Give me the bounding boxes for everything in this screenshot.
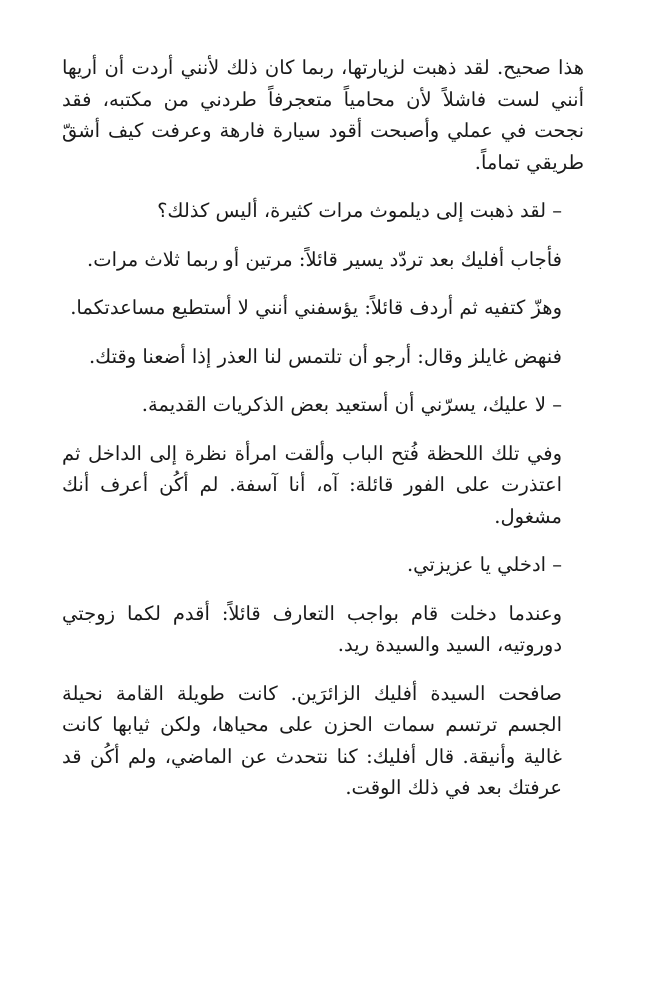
paragraph-6: وعندما دخلت قام بواجب التعارف قائلاً: أقدم لكما زوجتي دوروتيه، السيد والسيدة ريد. — [62, 601, 562, 656]
dialogue-line-3: – ادخلي يا عزيزتي. — [406, 553, 562, 576]
paragraph-3: وهزّ كتفيه ثم أردف قائلاً: يؤسفني أنني لا أستطيع مساعدتكما. — [70, 296, 562, 319]
paragraph-1: هذا صحيح. لقد ذهبت لزيارتها، ربما كان ذلك لأنني أردت أن أريها أنني لست فاشلاً لأن محامياً متعجرفاً طردني من مكتبه، فقد نجحت في عملي وأصبحت أقود سيارة فارهة وعرفت كيف أشقّ طريقي تماماً. — [62, 56, 584, 174]
book-page — [62, 52, 584, 821]
paragraph-7: صافحت السيدة أفليك الزائرَين. كانت طويلة القامة نحيلة الجسم ترتسم سمات الحزن على محياها، ولكن ثيابها كانت غالية وأنيقة. قال أفليك: كنا نتحدث عن الماضي، ولم أكُن قد عرفتك بعد في ذلك الوقت. — [62, 681, 562, 799]
paragraph-2: فأجاب أفليك بعد تردّد يسير قائلاً: مرتين أو ربما ثلاث مرات. — [87, 247, 562, 271]
paragraph-5: وفي تلك اللحظة فُتح الباب وألقت امرأة نظرة إلى الداخل ثم اعتذرت على الفور قائلة: آه، أنا آسفة. لم أكُن أعرف أنك مشغول. — [62, 441, 562, 528]
paragraph-4: فنهض غايلز وقال: أرجو أن تلتمس لنا العذر إذا أضعنا وقتك. — [88, 344, 562, 368]
dialogue-line-2: – لا عليك، يسرّني أن أستعيد بعض الذكريات القديمة. — [141, 393, 562, 416]
dialogue-line-1: – لقد ذهبت إلى ديلموث مرات كثيرة، أليس كذلك؟ — [157, 199, 562, 222]
